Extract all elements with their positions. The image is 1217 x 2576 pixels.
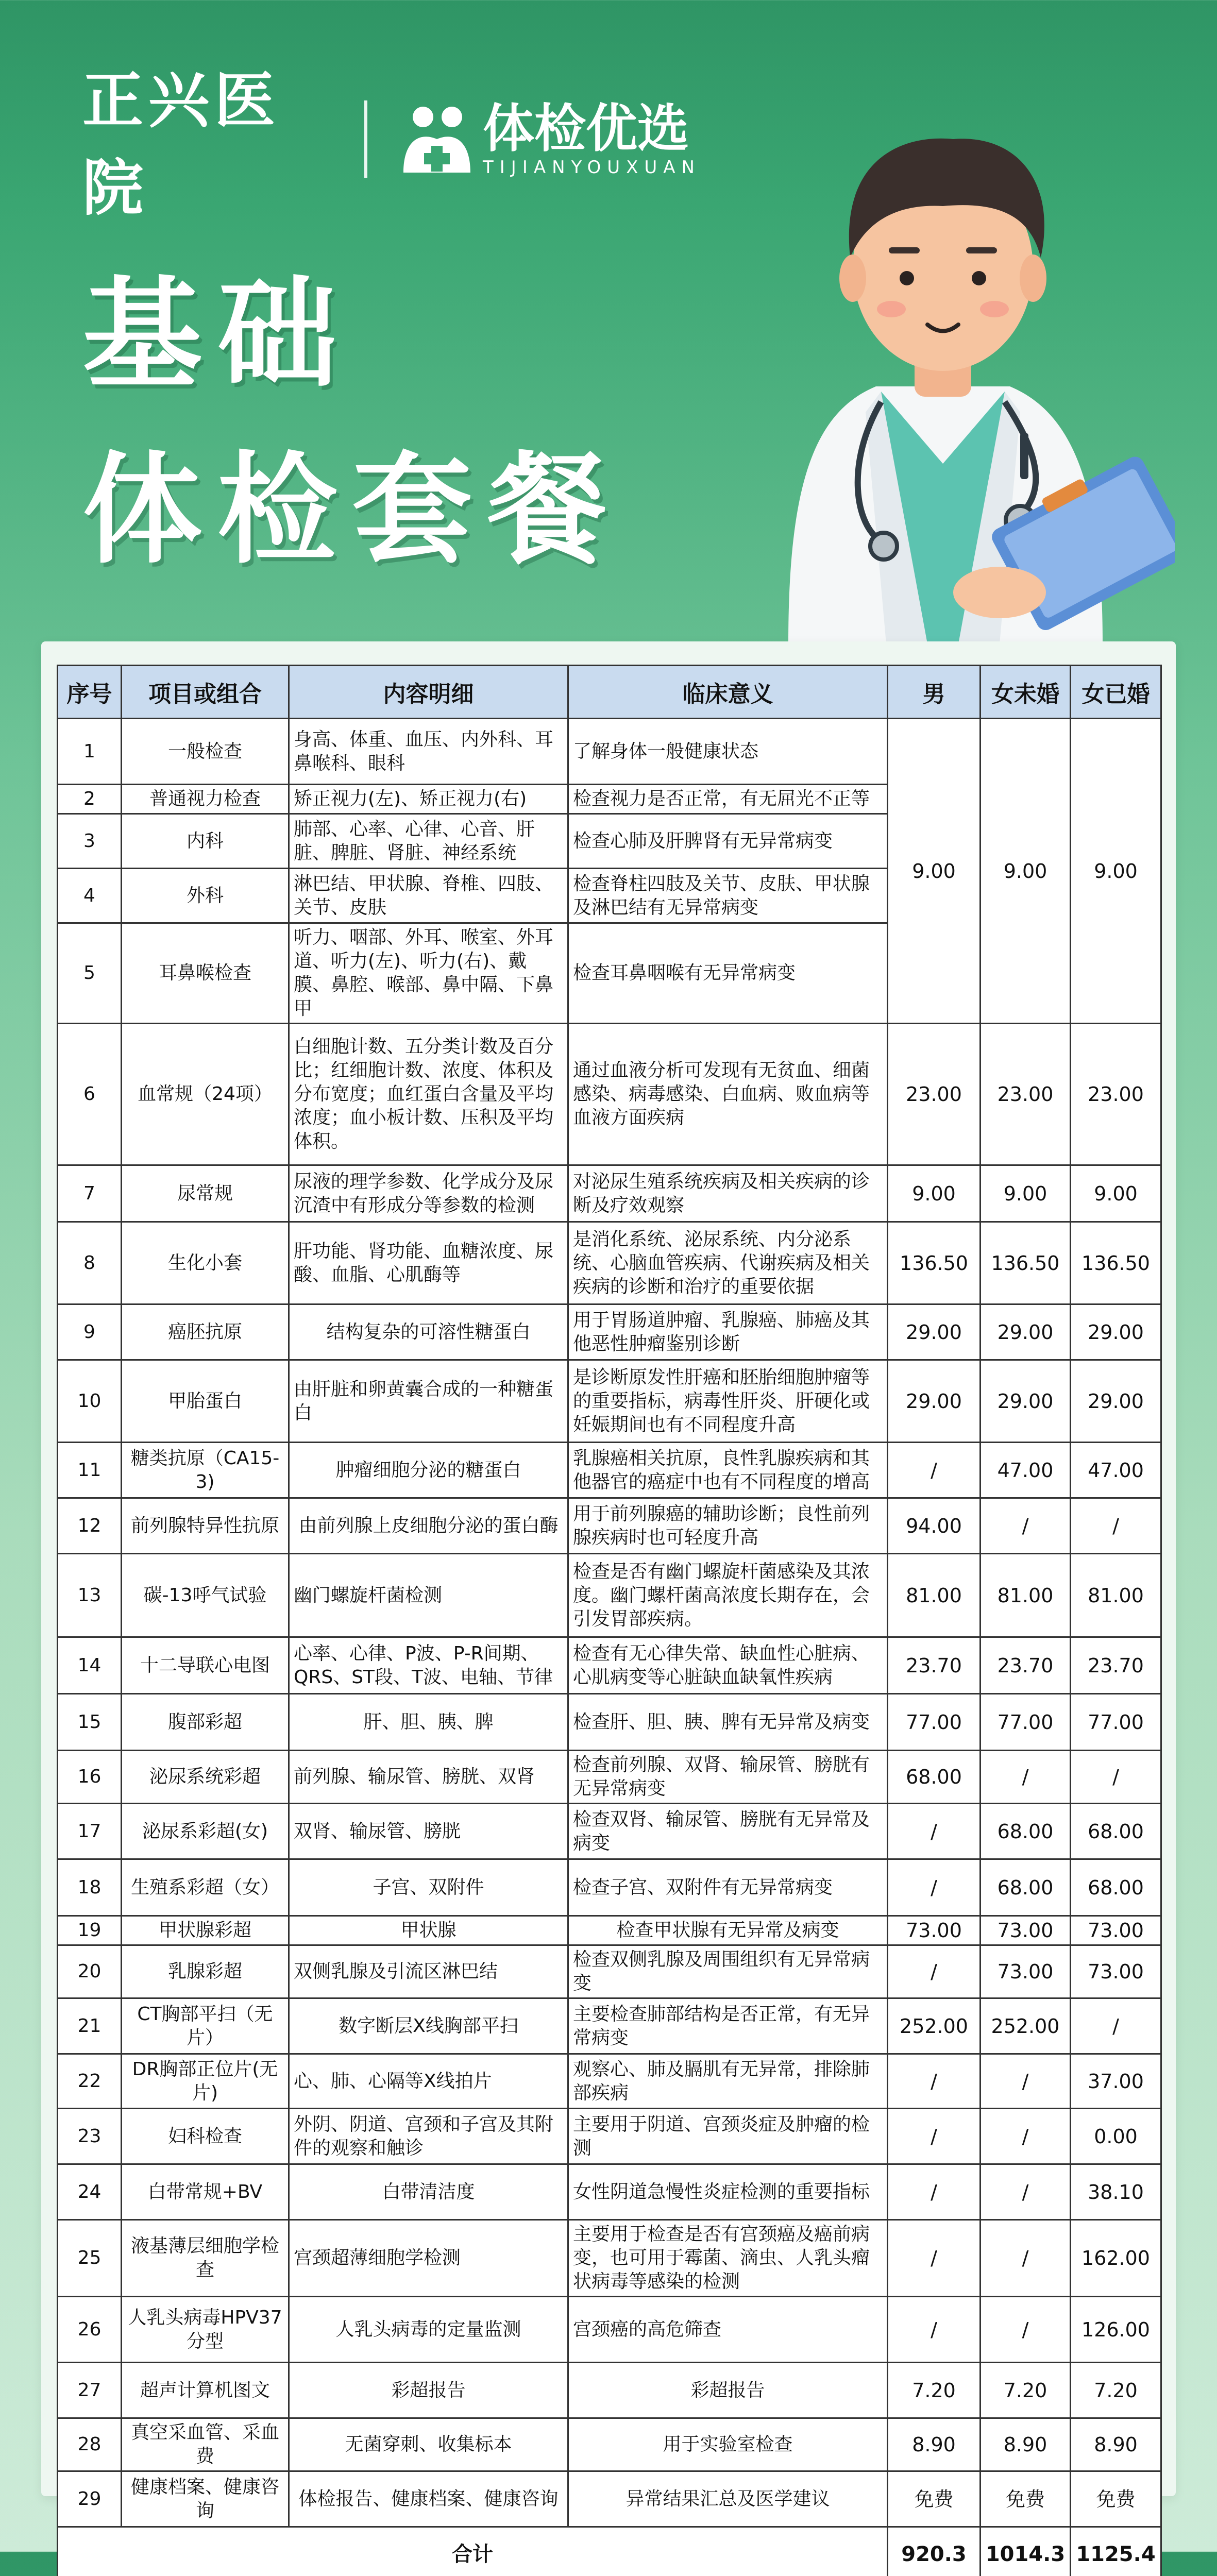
row-detail: 心、肺、心隔等X线拍片	[289, 2054, 568, 2109]
row-no: 26	[58, 2297, 122, 2363]
row-no: 25	[58, 2220, 122, 2297]
row-price-male: 73.00	[888, 1916, 981, 1945]
row-detail: 数字断层X线胸部平扫	[289, 1998, 568, 2054]
row-no: 9	[58, 1304, 122, 1360]
row-item: 耳鼻喉检查	[122, 923, 289, 1024]
row-meaning: 检查脊柱四肢及关节、皮肤、甲状腺及淋巴结有无异常病变	[568, 869, 888, 923]
page-title-line1: 基础	[82, 268, 352, 402]
table-row	[58, 1222, 1161, 1304]
row-meaning: 检查甲状腺有无异常及病变	[568, 1916, 888, 1945]
row-item: 腹部彩超	[122, 1694, 289, 1751]
total-female-unmarried: 1014.3	[981, 2527, 1071, 2576]
table-row	[58, 1945, 1161, 1998]
row-no: 1	[58, 719, 122, 785]
table-row	[58, 1024, 1161, 1165]
row-item: 超声计算机图文	[122, 2363, 289, 2418]
row-item: 血常规（24项）	[122, 1024, 289, 1165]
row-price-female-married: 23.00	[1071, 1024, 1161, 1165]
row-price-female-married: 8.90	[1071, 2418, 1161, 2471]
row-item: 妇科检查	[122, 2109, 289, 2164]
row-price-female-unmarried: 23.00	[981, 1024, 1071, 1165]
row-detail: 结构复杂的可溶性糖蛋白	[289, 1304, 568, 1360]
row-item: 普通视力检查	[122, 785, 289, 814]
row-meaning: 检查前列腺、双肾、输尿管、膀胱有无异常病变	[568, 1751, 888, 1804]
row-detail: 前列腺、输尿管、膀胱、双肾	[289, 1751, 568, 1804]
row-price-male: 8.90	[888, 2418, 981, 2471]
row-no: 15	[58, 1694, 122, 1751]
row-price-female-married: /	[1071, 1751, 1161, 1804]
row-meaning: 观察心、肺及膈肌有无异常，排除肺部疾病	[568, 2054, 888, 2109]
row-item: DR胸部正位片(无片)	[122, 2054, 289, 2109]
header-meaning: 临床意义	[568, 666, 888, 719]
table-row	[58, 1694, 1161, 1751]
table-row	[58, 1637, 1161, 1694]
row-detail: 矫正视力(左)、矫正视力(右)	[289, 785, 568, 814]
row-no: 7	[58, 1165, 122, 1222]
row-no: 13	[58, 1554, 122, 1637]
row-price-female-married: 81.00	[1071, 1554, 1161, 1637]
row-no: 17	[58, 1804, 122, 1859]
logo-text-en: TIJIANYOUXUAN	[483, 157, 701, 178]
row-price-male: 7.20	[888, 2363, 981, 2418]
row-price-female-married: 0.00	[1071, 2109, 1161, 2164]
row-price-female-married: 29.00	[1071, 1360, 1161, 1443]
row-price-male: /	[888, 2220, 981, 2297]
row-price-female-married: 9.00	[1071, 1165, 1161, 1222]
row-price-female-married: 77.00	[1071, 1694, 1161, 1751]
row-price-female-married: 68.00	[1071, 1859, 1161, 1916]
row-price-male: 136.50	[888, 1222, 981, 1304]
row-meaning: 主要用于阴道、宫颈炎症及肿瘤的检测	[568, 2109, 888, 2164]
hospital-name: 正兴医院	[82, 52, 333, 227]
row-price-female-unmarried: /	[981, 1751, 1071, 1804]
row-item: 健康档案、健康咨询	[122, 2471, 289, 2527]
table-row	[58, 1554, 1161, 1637]
row-price-female-married: 37.00	[1071, 2054, 1161, 2109]
row-price-male: 免费	[888, 2471, 981, 2527]
row-price-female-unmarried: 47.00	[981, 1443, 1071, 1498]
row-no: 6	[58, 1024, 122, 1165]
row-price-male: /	[888, 2164, 981, 2220]
row-price-female-unmarried: 73.00	[981, 1945, 1071, 1998]
header-male: 男	[888, 666, 981, 719]
brand-divider	[364, 100, 367, 178]
row-price-male: /	[888, 1945, 981, 1998]
row-price-female-unmarried: /	[981, 2164, 1071, 2220]
row-price-female-unmarried: 68.00	[981, 1859, 1071, 1916]
header-detail: 内容明细	[289, 666, 568, 719]
row-no: 22	[58, 2054, 122, 2109]
row-price-female-married: 73.00	[1071, 1945, 1161, 1998]
row-no: 23	[58, 2109, 122, 2164]
row-no: 10	[58, 1360, 122, 1443]
table-row	[58, 2418, 1161, 2471]
header-no: 序号	[58, 666, 122, 719]
row-item: 糖类抗原（CA15-3)	[122, 1443, 289, 1498]
total-row	[58, 2527, 1161, 2576]
row-meaning: 宫颈癌的高危筛查	[568, 2297, 888, 2363]
row-no: 21	[58, 1998, 122, 2054]
row-item: 乳腺彩超	[122, 1945, 289, 1998]
row-price-female-unmarried: 136.50	[981, 1222, 1071, 1304]
row-no: 12	[58, 1498, 122, 1554]
header-female-unmarried: 女未婚	[981, 666, 1071, 719]
row-price-female-unmarried: 252.00	[981, 1998, 1071, 2054]
row-meaning: 检查子宫、双附件有无异常病变	[568, 1859, 888, 1916]
row-no: 16	[58, 1751, 122, 1804]
row-meaning: 检查心肺及肝脾肾有无异常病变	[568, 814, 888, 869]
row-price-female-married: 136.50	[1071, 1222, 1161, 1304]
table-row	[58, 1859, 1161, 1916]
row-no: 27	[58, 2363, 122, 2418]
row-price-female-married: 47.00	[1071, 1443, 1161, 1498]
row-item: CT胸部平扫（无片）	[122, 1998, 289, 2054]
row-price-male: 29.00	[888, 1304, 981, 1360]
row-price-female-unmarried: 81.00	[981, 1554, 1071, 1637]
row-price-female-unmarried: 73.00	[981, 1916, 1071, 1945]
row-item: 甲胎蛋白	[122, 1360, 289, 1443]
row-meaning: 对泌尿生殖系统疾病及相关疾病的诊断及疗效观察	[568, 1165, 888, 1222]
header-female-married: 女已婚	[1071, 666, 1161, 719]
row-detail: 肝功能、肾功能、血糖浓度、尿酸、血脂、心肌酶等	[289, 1222, 568, 1304]
row-no: 5	[58, 923, 122, 1024]
row-meaning: 检查视力是否正常，有无屈光不正等	[568, 785, 888, 814]
row-meaning: 女性阴道急慢性炎症检测的重要指标	[568, 2164, 888, 2220]
package-card	[41, 641, 1176, 2496]
row-meaning: 检查双侧乳腺及周围组织有无异常病变	[568, 1945, 888, 1998]
table-row	[58, 1304, 1161, 1360]
package-table	[57, 665, 1162, 2576]
people-cross-logo-icon	[398, 100, 476, 178]
row-detail: 无菌穿刺、收集标本	[289, 2418, 568, 2471]
row-price-male: 252.00	[888, 1998, 981, 2054]
merged-price-male: 9.00	[888, 719, 981, 1024]
row-detail: 心率、心律、P波、P-R间期、QRS、ST段、T波、电轴、节律	[289, 1637, 568, 1694]
row-price-male: 23.70	[888, 1637, 981, 1694]
row-no: 24	[58, 2164, 122, 2220]
row-meaning: 检查是否有幽门螺旋杆菌感染及其浓度。幽门螺杆菌高浓度长期存在，会引发胃部疾病。	[568, 1554, 888, 1637]
row-meaning: 了解身体一般健康状态	[568, 719, 888, 785]
table-row	[58, 1165, 1161, 1222]
table-row	[58, 719, 1161, 785]
row-meaning: 用于前列腺癌的辅助诊断；良性前列腺疾病时也可轻度升高	[568, 1498, 888, 1554]
row-detail: 淋巴结、甲状腺、脊椎、四肢、关节、皮肤	[289, 869, 568, 923]
table-row	[58, 2054, 1161, 2109]
table-row	[58, 2471, 1161, 2527]
row-no: 28	[58, 2418, 122, 2471]
total-male: 920.3	[888, 2527, 981, 2576]
table-row	[58, 2363, 1161, 2418]
row-no: 3	[58, 814, 122, 869]
row-meaning: 主要用于检查是否有宫颈癌及癌前病变，也可用于霉菌、滴虫、人乳头瘤状病毒等感染的检测	[568, 2220, 888, 2297]
row-meaning: 检查耳鼻咽喉有无异常病变	[568, 923, 888, 1024]
row-price-female-unmarried: /	[981, 2109, 1071, 2164]
row-meaning: 主要检查肺部结构是否正常，有无异常病变	[568, 1998, 888, 2054]
row-no: 29	[58, 2471, 122, 2527]
row-item: 人乳头病毒HPV37分型	[122, 2297, 289, 2363]
row-meaning: 检查肝、胆、胰、脾有无异常及病变	[568, 1694, 888, 1751]
page-title-line2: 体检套餐	[82, 443, 622, 577]
row-price-male: /	[888, 1859, 981, 1916]
row-item: 内科	[122, 814, 289, 869]
row-price-female-unmarried: /	[981, 1498, 1071, 1554]
row-price-female-unmarried: /	[981, 2054, 1071, 2109]
row-meaning: 用于实验室检查	[568, 2418, 888, 2471]
row-detail: 子宫、双附件	[289, 1859, 568, 1916]
row-price-male: /	[888, 2054, 981, 2109]
row-price-male: 77.00	[888, 1694, 981, 1751]
row-price-male: 9.00	[888, 1165, 981, 1222]
merged-price-female-married: 9.00	[1071, 719, 1161, 1024]
table-row	[58, 2220, 1161, 2297]
table-row	[58, 1998, 1161, 2054]
row-item: 一般检查	[122, 719, 289, 785]
total-label: 合计	[58, 2527, 888, 2576]
row-price-female-married: 162.00	[1071, 2220, 1161, 2297]
row-detail: 白细胞计数、五分类计数及百分比；红细胞计数、浓度、体积及分布宽度；血红蛋白含量及平均浓度；血小板计数、压积及平均体积。	[289, 1024, 568, 1165]
row-detail: 听力、咽部、外耳、喉室、外耳道、听力(左)、听力(右)、戴膜、鼻腔、喉部、鼻中隔、下鼻甲	[289, 923, 568, 1024]
merged-price-female-unmarried: 9.00	[981, 719, 1071, 1024]
row-meaning: 用于胃肠道肿瘤、乳腺癌、肺癌及其他恶性肿瘤鉴别诊断	[568, 1304, 888, 1360]
row-item: 生殖系彩超（女）	[122, 1859, 289, 1916]
row-price-female-married: 38.10	[1071, 2164, 1161, 2220]
row-item: 尿常规	[122, 1165, 289, 1222]
row-price-female-unmarried: /	[981, 2297, 1071, 2363]
row-item: 碳-13呼气试验	[122, 1554, 289, 1637]
row-price-female-unmarried: 68.00	[981, 1804, 1071, 1859]
row-meaning: 检查有无心律失常、缺血性心脏病、心肌病变等心脏缺血缺氧性疾病	[568, 1637, 888, 1694]
row-detail: 彩超报告	[289, 2363, 568, 2418]
row-no: 19	[58, 1916, 122, 1945]
table-row	[58, 1498, 1161, 1554]
row-meaning: 通过血液分析可发现有无贫血、细菌感染、病毒感染、白血病、败血病等血液方面疾病	[568, 1024, 888, 1165]
row-no: 20	[58, 1945, 122, 1998]
row-no: 11	[58, 1443, 122, 1498]
table-row	[58, 1360, 1161, 1443]
row-meaning: 是诊断原发性肝癌和胚胎细胞肿瘤等的重要指标，病毒性肝炎、肝硬化或妊娠期间也有不同程度升高	[568, 1360, 888, 1443]
row-detail: 体检报告、健康档案、健康咨询	[289, 2471, 568, 2527]
row-detail: 幽门螺旋杆菌检测	[289, 1554, 568, 1637]
header-item: 项目或组合	[122, 666, 289, 719]
row-price-female-unmarried: 29.00	[981, 1304, 1071, 1360]
row-price-female-married: 23.70	[1071, 1637, 1161, 1694]
row-price-male: /	[888, 1804, 981, 1859]
table-row	[58, 1443, 1161, 1498]
row-item: 外科	[122, 869, 289, 923]
row-detail: 双侧乳腺及引流区淋巴结	[289, 1945, 568, 1998]
row-no: 8	[58, 1222, 122, 1304]
row-item: 甲状腺彩超	[122, 1916, 289, 1945]
row-price-male: /	[888, 2109, 981, 2164]
row-price-female-unmarried: 7.20	[981, 2363, 1071, 2418]
row-price-female-married: 68.00	[1071, 1804, 1161, 1859]
row-item: 泌尿系彩超(女)	[122, 1804, 289, 1859]
table-row	[58, 2109, 1161, 2164]
row-no: 14	[58, 1637, 122, 1694]
row-price-male: 29.00	[888, 1360, 981, 1443]
row-detail: 人乳头病毒的定量监测	[289, 2297, 568, 2363]
row-detail: 宫颈超薄细胞学检测	[289, 2220, 568, 2297]
row-price-female-married: 29.00	[1071, 1304, 1161, 1360]
row-price-male: 68.00	[888, 1751, 981, 1804]
table-row	[58, 2164, 1161, 2220]
row-price-female-unmarried: /	[981, 2220, 1071, 2297]
row-detail: 肝、胆、胰、脾	[289, 1694, 568, 1751]
total-female-married: 1125.4	[1071, 2527, 1161, 2576]
row-price-female-married: 免费	[1071, 2471, 1161, 2527]
row-detail: 白带清洁度	[289, 2164, 568, 2220]
row-detail: 外阴、阴道、宫颈和子宫及其附件的观察和触诊	[289, 2109, 568, 2164]
brand-logo	[398, 100, 701, 178]
doctor-illustration	[711, 72, 1175, 644]
row-item: 泌尿系统彩超	[122, 1751, 289, 1804]
row-detail: 身高、体重、血压、内外科、耳鼻喉科、眼科	[289, 719, 568, 785]
row-price-male: /	[888, 2297, 981, 2363]
row-detail: 肺部、心率、心律、心音、肝脏、脾脏、肾脏、神经系统	[289, 814, 568, 869]
table-row	[58, 1916, 1161, 1945]
row-price-female-married: /	[1071, 1498, 1161, 1554]
row-item: 癌胚抗原	[122, 1304, 289, 1360]
row-item: 前列腺特异性抗原	[122, 1498, 289, 1554]
row-price-female-unmarried: 免费	[981, 2471, 1071, 2527]
row-detail: 由前列腺上皮细胞分泌的蛋白酶	[289, 1498, 568, 1554]
row-detail: 由肝脏和卵黄囊合成的一种糖蛋白	[289, 1360, 568, 1443]
row-detail: 尿液的理学参数、化学成分及尿沉渣中有形成分等参数的检测	[289, 1165, 568, 1222]
row-price-male: 81.00	[888, 1554, 981, 1637]
logo-text-cn: 体检优选	[483, 100, 701, 157]
row-price-female-married: 126.00	[1071, 2297, 1161, 2363]
row-price-female-unmarried: 9.00	[981, 1165, 1071, 1222]
row-meaning: 异常结果汇总及医学建议	[568, 2471, 888, 2527]
row-meaning: 乳腺癌相关抗原，良性乳腺疾病和其他器官的癌症中也有不同程度的增高	[568, 1443, 888, 1498]
row-price-female-married: 7.20	[1071, 2363, 1161, 2418]
row-price-female-married: /	[1071, 1998, 1161, 2054]
row-price-female-unmarried: 77.00	[981, 1694, 1071, 1751]
row-price-male: 94.00	[888, 1498, 981, 1554]
row-detail: 双肾、输尿管、膀胱	[289, 1804, 568, 1859]
row-item: 液基薄层细胞学检查	[122, 2220, 289, 2297]
row-detail: 甲状腺	[289, 1916, 568, 1945]
row-item: 真空采血管、采血费	[122, 2418, 289, 2471]
row-item: 生化小套	[122, 1222, 289, 1304]
row-item: 十二导联心电图	[122, 1637, 289, 1694]
row-price-female-married: 73.00	[1071, 1916, 1161, 1945]
row-no: 4	[58, 869, 122, 923]
row-price-male: 23.00	[888, 1024, 981, 1165]
row-meaning: 是消化系统、泌尿系统、内分泌系统、心脑血管疾病、代谢疾病及相关疾病的诊断和治疗的重要依据	[568, 1222, 888, 1304]
table-header-row	[58, 666, 1161, 719]
row-meaning: 彩超报告	[568, 2363, 888, 2418]
row-no: 2	[58, 785, 122, 814]
row-meaning: 检查双肾、输尿管、膀胱有无异常及病变	[568, 1804, 888, 1859]
row-no: 18	[58, 1859, 122, 1916]
row-price-male: /	[888, 1443, 981, 1498]
table-row	[58, 1804, 1161, 1859]
row-detail: 肿瘤细胞分泌的糖蛋白	[289, 1443, 568, 1498]
row-price-female-unmarried: 8.90	[981, 2418, 1071, 2471]
row-price-female-unmarried: 29.00	[981, 1360, 1071, 1443]
table-row	[58, 2297, 1161, 2363]
row-price-female-unmarried: 23.70	[981, 1637, 1071, 1694]
table-row	[58, 1751, 1161, 1804]
row-item: 白带常规+BV	[122, 2164, 289, 2220]
brand-header	[82, 93, 701, 185]
